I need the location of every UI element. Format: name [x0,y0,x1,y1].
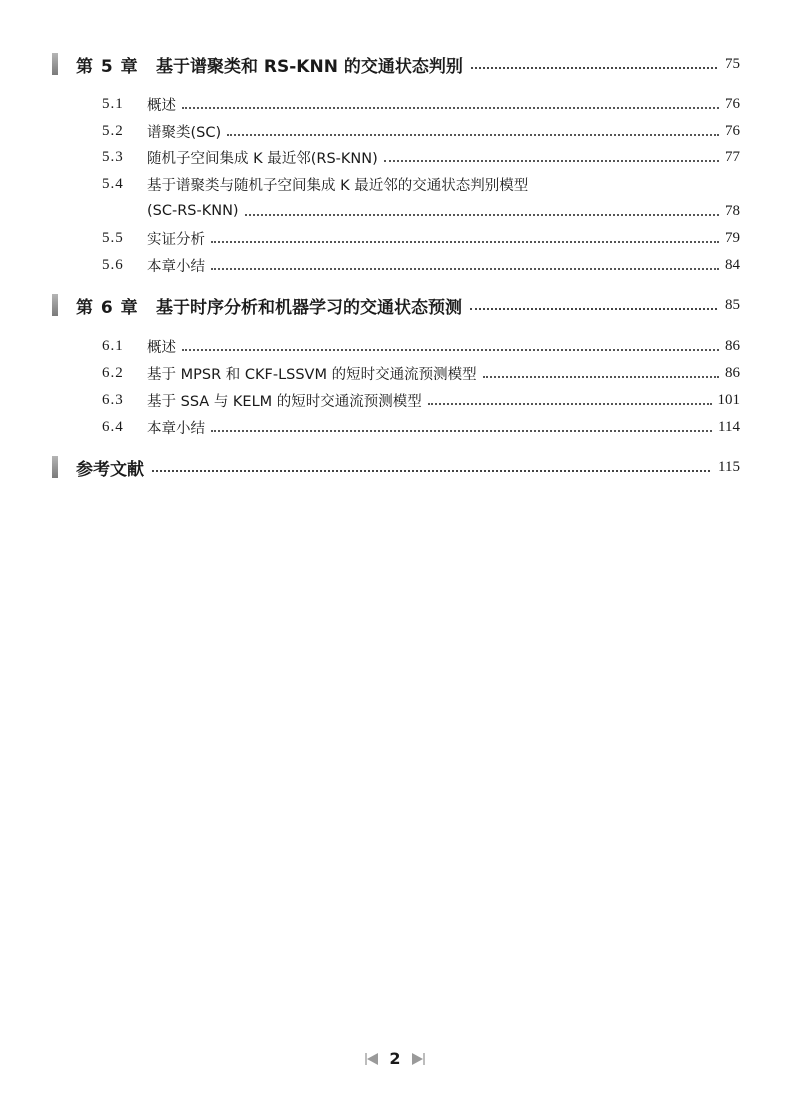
section-page-number: 86 [725,337,740,354]
section-title: 谱聚类(SC) [147,124,222,141]
section-page-number: 114 [718,418,740,435]
section-number: 5.2 [102,122,124,139]
section-page-number: 76 [725,122,740,139]
section-title: 基于 MPSR 和 CKF-LSSVM 的短时交通流预测模型 [147,366,477,383]
chapter-page-number: 85 [725,296,740,313]
chapter-marker-bar [52,53,58,75]
section-title: 概述 [147,339,176,356]
chapter-title: 基于时序分析和机器学习的交通状态预测 [156,297,462,318]
leader-dots [211,267,719,270]
section-page-number: 78 [725,202,740,219]
leader-dots [152,469,710,472]
section-title: 概述 [147,97,176,114]
section-title-continued: (SC-RS-KNN) [147,203,239,219]
section-page-number: 76 [725,95,740,112]
leader-dots [483,375,719,378]
section-number: 5.4 [102,175,124,192]
section-title: 随机子空间集成 K 最近邻(RS-KNN) [147,150,378,167]
section-number: 5.3 [102,148,124,165]
leader-dots [211,429,712,432]
section-page-number: 84 [725,256,740,273]
chapter-marker-bar [52,294,58,316]
leader-dots [211,240,719,243]
references-heading[interactable] [52,455,740,479]
page-footer [0,1046,790,1070]
leader-dots [227,133,719,136]
toc-entry-5-6[interactable] [102,254,740,276]
section-title: 本章小结 [147,258,205,275]
toc-entry-5-5[interactable] [102,227,740,249]
section-page-number: 86 [725,364,740,381]
chapter-number: 第 6 章 [76,297,139,318]
section-title: 基于 SSA 与 KELM 的短时交通流预测模型 [147,393,422,410]
chapter-title: 基于谱聚类和 RS-KNN 的交通状态判别 [156,56,463,77]
section-number: 6.2 [102,364,124,381]
chapter-marker-bar [52,456,58,478]
chapter-5-heading[interactable] [52,52,740,76]
references-page-number: 115 [718,458,740,475]
right-triangle-icon [411,1051,425,1065]
section-title: 基于谱聚类与随机子空间集成 K 最近邻的交通状态判别模型 [147,177,529,194]
section-number: 5.6 [102,256,124,273]
toc-entry-5-1[interactable] [102,93,740,115]
toc-entry-6-2[interactable] [102,362,740,384]
chapter-page-number: 75 [725,55,740,72]
leader-dots [470,307,717,310]
page-number: 2 [389,1048,401,1068]
leader-dots [182,348,719,351]
leader-dots [471,66,717,69]
section-number: 6.3 [102,391,124,408]
toc-entry-5-4[interactable] [102,173,740,195]
toc-entry-5-2[interactable] [102,120,740,142]
section-title: 实证分析 [147,231,205,248]
leader-dots [245,213,719,216]
leader-dots [182,106,719,109]
references-title: 参考文献 [76,459,144,480]
toc-entry-6-1[interactable] [102,335,740,357]
chapter-number: 第 5 章 [76,56,139,77]
section-page-number: 77 [725,148,740,165]
chapter-6-heading[interactable] [52,293,740,317]
section-title: 本章小结 [147,420,205,437]
section-number: 6.4 [102,418,124,435]
left-triangle-icon [365,1051,379,1065]
toc-entry-5-4-continued[interactable] [147,200,740,222]
leader-dots [384,159,719,162]
section-number: 5.1 [102,95,124,112]
section-number: 5.5 [102,229,124,246]
section-number: 6.1 [102,337,124,354]
section-page-number: 79 [725,229,740,246]
toc-entry-5-3[interactable] [102,146,740,168]
section-page-number: 101 [717,391,740,408]
toc-entry-6-3[interactable] [102,389,740,411]
toc-entry-6-4[interactable] [102,416,740,438]
leader-dots [428,402,712,405]
